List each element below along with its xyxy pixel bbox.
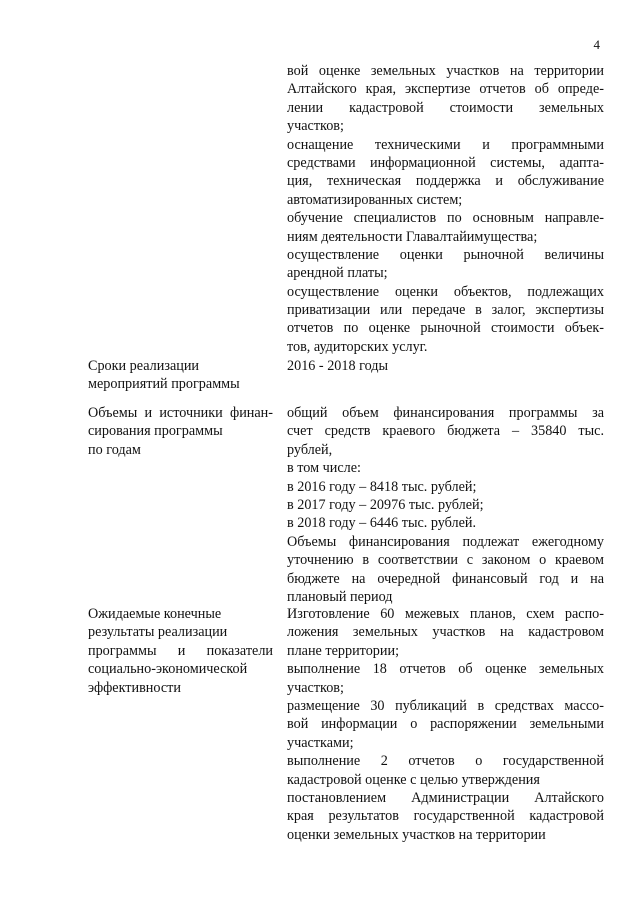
text-line: ниям деятельности Главалтайимущества; [287,228,538,245]
text-line: ложения земельных участков на кадастровом [287,624,604,641]
text-line: Объемы финансирования подлежат ежегодному [287,533,604,550]
text-line: в 2017 году – 20976 тыс. рублей; [287,496,484,513]
text-line: Алтайского края, экспертизе отчетов об опреде- [287,81,604,98]
section-expected-results [88,605,604,845]
text-line: осуществление оценки рыночной величины [287,246,604,263]
label-line: Ожидаемые конечные [88,606,222,622]
text-line: рублей, [287,441,333,458]
text-line: выполнение 18 отчетов об оценке земельных [287,661,604,678]
section-text [287,404,604,606]
text-line: средствами информационной системы, адапта- [287,154,604,171]
section-text [287,62,604,356]
text-line: обучение специалистов по основным направле- [287,210,604,227]
label-line: мероприятий программы [88,376,240,393]
text-line: размещение 30 публикаций в средствах массо- [287,697,604,714]
text-line: в 2016 году – 8418 тыс. рублей; [287,478,477,495]
text-line: отчетов по оценке рыночной стоимости объек- [287,320,604,337]
text-line: в том числе: [287,460,361,477]
text-line: приватизации или передаче в залог, экспертизы [287,302,604,319]
text-line: постановлением Администрации Алтайского [287,789,604,806]
label-line: результаты реализации [88,624,228,641]
label-line: программы и показатели [88,642,273,659]
text-line: плане территории; [287,642,400,659]
section-label [88,404,273,459]
text-line: оценки земельных участков на территории [287,826,546,843]
section-label [88,357,273,394]
label-line: Объемы и источники финан- [88,405,273,421]
text-line: лении кадастровой стоимости земельных [287,99,604,116]
section-objectives-continued [88,62,604,358]
label-line: Сроки реализации [88,358,200,374]
label-line: социально-экономической [88,661,248,678]
text-line: кадастровой оценке с целью утверждения [287,771,540,788]
text-line: участков; [287,679,344,696]
text-line: участками; [287,734,354,751]
text-line: участков; [287,118,344,135]
text-line: бюджете на очередной финансовый год и на [287,570,604,587]
section-label [88,605,273,697]
text-line: вой информации о распоряжении земельными [287,716,604,733]
text-line: тов, аудиторских услуг. [287,338,428,355]
text-line: края результатов государственной кадастровой [287,808,604,825]
text-line: оснащение техническими и программными [287,136,604,153]
section-text [287,357,604,375]
text-line: 2016 - 2018 годы [287,358,389,374]
text-line: автоматизированных систем; [287,191,463,208]
text-line: счет средств краевого бюджета – 35840 тыс. [287,423,604,440]
text-line: плановый период [287,588,393,605]
text-line: выполнение 2 отчетов о государственной [287,753,604,770]
label-line: по годам [88,441,141,458]
text-line: осуществление оценки объектов, подлежащих [287,283,604,300]
section-text [287,605,604,844]
text-line: уточнению в соответствии с законом о краевом [287,552,604,569]
label-line: сирования программы [88,423,223,440]
text-line: Изготовление 60 межевых планов, схем распо- [287,606,604,622]
text-line: вой оценке земельных участков на территории [287,63,604,79]
section-implementation-period [88,357,604,397]
text-line: арендной платы; [287,265,388,282]
page-number: 4 [593,37,600,52]
section-funding [88,404,604,604]
text-line: ция, техническая поддержка и обслуживание [287,173,604,190]
text-line: общий объем финансирования программы за [287,405,604,421]
label-line: эффективности [88,679,181,696]
text-line: в 2018 году – 6446 тыс. рублей. [287,515,477,532]
